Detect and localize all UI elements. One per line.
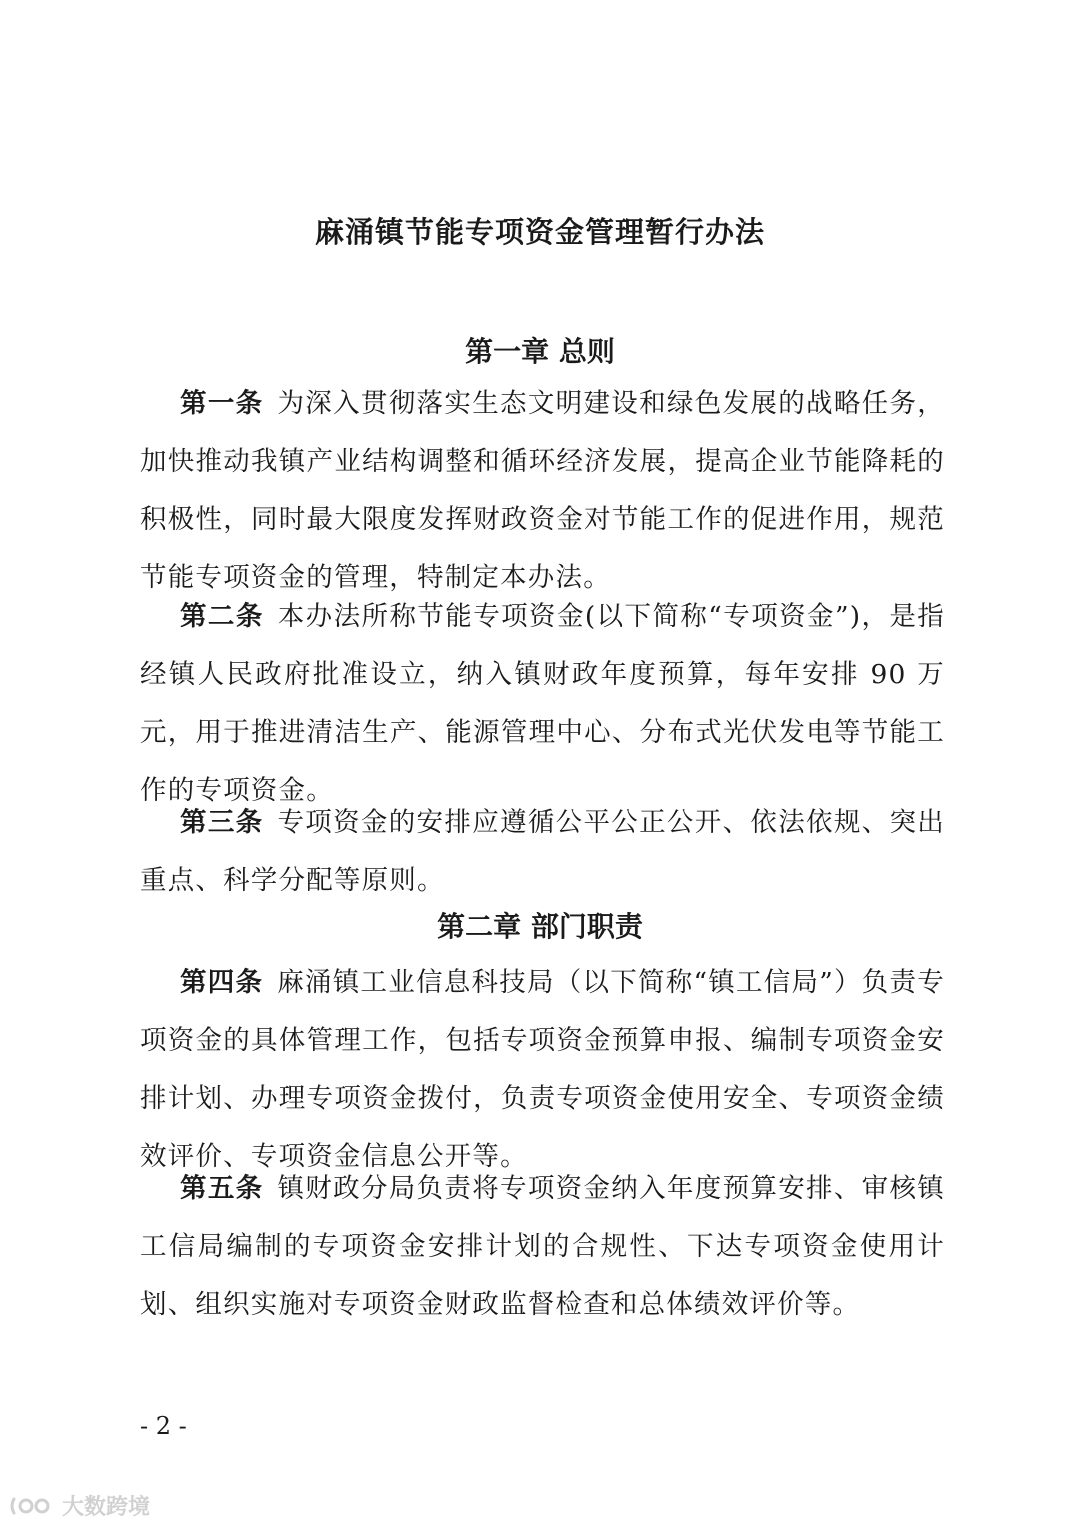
watermark-logo-icon <box>8 1495 56 1517</box>
article-text: 为深入贯彻落实生态文明建设和绿色发展的战略任务，加快推动我镇产业结构调整和循环经济发展，提高企业节能降耗的积极性，同时最大限度发挥财政资金对节能工作的促进作用，规范节能专项资金的管理，特制定本办法。 <box>140 388 945 593</box>
article-2 <box>140 588 945 820</box>
article-text: 本办法所称节能专项资金(以下简称“专项资金”)，是指经镇人民政府批准设立，纳入镇财政年度预算，每年安排 90 万元，用于推进清洁生产、能源管理中心、分布式光伏发电等节能工作的专项资金。 <box>140 601 945 806</box>
watermark <box>8 1490 150 1521</box>
article-label: 第一条 <box>180 388 264 419</box>
article-label: 第三条 <box>180 807 264 838</box>
chapter-heading: 第一章 总则 <box>465 335 615 368</box>
article-5 <box>140 1160 945 1334</box>
article-3 <box>140 794 945 910</box>
article-text: 专项资金的安排应遵循公平公正公开、依法依规、突出重点、科学分配等原则。 <box>140 807 945 896</box>
watermark-text: 大数跨境 <box>62 1495 151 1520</box>
article-label: 第二条 <box>180 601 264 632</box>
page-number: - 2 - <box>140 1412 187 1440</box>
article-label: 第四条 <box>180 967 264 998</box>
article-4 <box>140 954 945 1186</box>
article-text: 麻涌镇工业信息科技局（以下简称“镇工信局”）负责专项资金的具体管理工作，包括专项资金预算申报、编制专项资金安排计划、办理专项资金拨付，负责专项资金使用安全、专项资金绩效评价、专项资金信息公开等。 <box>140 967 945 1172</box>
article-1 <box>140 375 945 607</box>
document-title: 麻涌镇节能专项资金管理暂行办法 <box>314 215 765 249</box>
chapter-heading: 第二章 部门职责 <box>437 910 643 943</box>
article-label: 第五条 <box>180 1173 264 1204</box>
article-text: 镇财政分局负责将专项资金纳入年度预算安排、审核镇工信局编制的专项资金安排计划的合规性、下达专项资金使用计划、组织实施对专项资金财政监督检查和总体绩效评价等。 <box>140 1173 945 1320</box>
